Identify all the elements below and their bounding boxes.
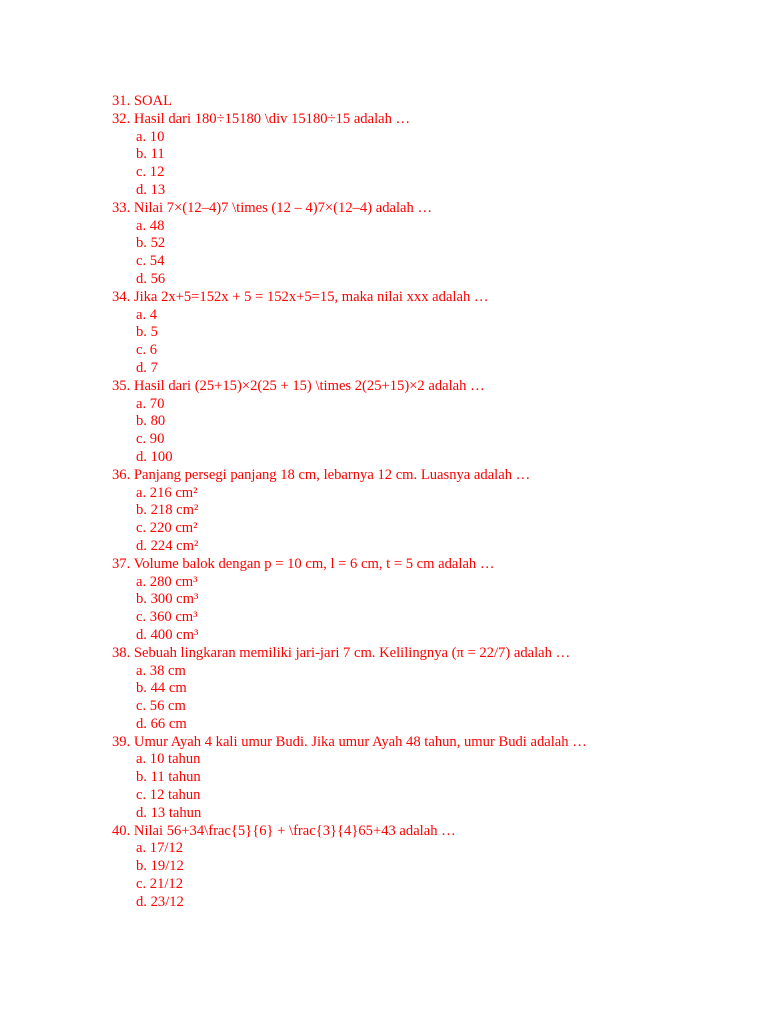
question-text: Sebuah lingkaran memiliki jari-jari 7 cm. Kelilingnya (π = 22/7) adalah …	[133, 644, 571, 661]
question-number: 40.	[112, 822, 131, 839]
answer-option: a. 48	[136, 217, 165, 234]
question-text: Volume balok dengan p = 10 cm, l = 6 cm, t = 5 cm adalah …	[133, 555, 495, 572]
document-body	[112, 93, 732, 912]
answer-option: d. 23/12	[136, 893, 184, 910]
answer-option: b. 80	[136, 413, 166, 430]
question-list	[112, 111, 732, 912]
question-line	[112, 378, 732, 396]
question-text: Jika 2x+5=152x + 5 = 152x+5=15, maka nilai xxx adalah …	[133, 288, 489, 305]
question-line	[112, 200, 732, 218]
answer-option: d. 13 tahun	[136, 804, 202, 821]
question-number: 34.	[112, 288, 131, 305]
answer-option: a. 10	[136, 128, 165, 145]
answer-option: a. 70	[136, 395, 165, 412]
heading-number: 31.	[112, 93, 131, 109]
question-number: 32.	[112, 110, 131, 127]
answer-option: d. 56	[136, 270, 166, 287]
question-text: Hasil dari (25+15)×2(25 + 15) \times 2(25+15)×2 adalah …	[133, 377, 485, 394]
question-number: 33.	[112, 199, 131, 216]
answer-option: a. 10 tahun	[136, 751, 201, 768]
answer-option: d. 400 cm³	[136, 626, 199, 643]
answer-option: b. 300 cm³	[136, 591, 199, 608]
question-line	[112, 823, 732, 841]
question-line	[112, 467, 732, 485]
answer-option: a. 38 cm	[136, 662, 186, 679]
question-line	[112, 734, 732, 752]
question-number: 38.	[112, 644, 131, 661]
question-text: Nilai 56+34\frac{5}{6} + \frac{3}{4}65+43 adalah …	[133, 822, 456, 839]
question-number: 37.	[112, 555, 131, 572]
answer-option: a. 216 cm²	[136, 484, 198, 501]
answer-option: b. 5	[136, 324, 158, 341]
question-number: 39.	[112, 733, 131, 750]
answer-option: c. 6	[136, 342, 158, 359]
answer-option: c. 12 tahun	[136, 787, 201, 804]
question-number: 36.	[112, 466, 131, 483]
heading-text: SOAL	[133, 93, 173, 109]
answer-option: c. 54	[136, 253, 165, 270]
answer-option: d. 7	[136, 359, 158, 376]
answer-option: b. 218 cm²	[136, 502, 199, 519]
question-text: Panjang persegi panjang 18 cm, lebarnya 12 cm. Luasnya adalah …	[133, 466, 531, 483]
question-text: Umur Ayah 4 kali umur Budi. Jika umur Ayah 48 tahun, umur Budi adalah …	[133, 733, 587, 750]
question-text: Nilai 7×(12–4)7 \times (12 – 4)7×(12–4) adalah …	[133, 199, 433, 216]
question-line	[112, 111, 732, 129]
answer-option: d. 13	[136, 181, 166, 198]
answer-option: a. 4	[136, 306, 158, 323]
answer-option: a. 280 cm³	[136, 573, 198, 590]
answer-option: c. 56 cm	[136, 698, 186, 715]
question-text: Hasil dari 180÷15180 \div 15180÷15 adalah …	[133, 110, 411, 127]
answer-option: b. 19/12	[136, 858, 184, 875]
answer-option: c. 360 cm³	[136, 609, 198, 626]
question-line	[112, 556, 732, 574]
answer-option: b. 11	[136, 146, 165, 163]
answer-option: b. 44 cm	[136, 680, 187, 697]
answer-option: c. 220 cm²	[136, 520, 198, 537]
question-line	[112, 289, 732, 307]
answer-option: c. 90	[136, 431, 165, 448]
answer-option: c. 12	[136, 164, 165, 181]
answer-option: c. 21/12	[136, 876, 184, 893]
question-number: 35.	[112, 377, 131, 394]
question-line	[112, 645, 732, 663]
answer-option: b. 52	[136, 235, 166, 252]
answer-option: d. 66 cm	[136, 715, 187, 732]
answer-option: d. 224 cm²	[136, 537, 199, 554]
answer-option: d. 100	[136, 448, 173, 465]
answer-option: a. 17/12	[136, 840, 184, 857]
heading-line	[112, 93, 732, 111]
answer-option: b. 11 tahun	[136, 769, 201, 786]
